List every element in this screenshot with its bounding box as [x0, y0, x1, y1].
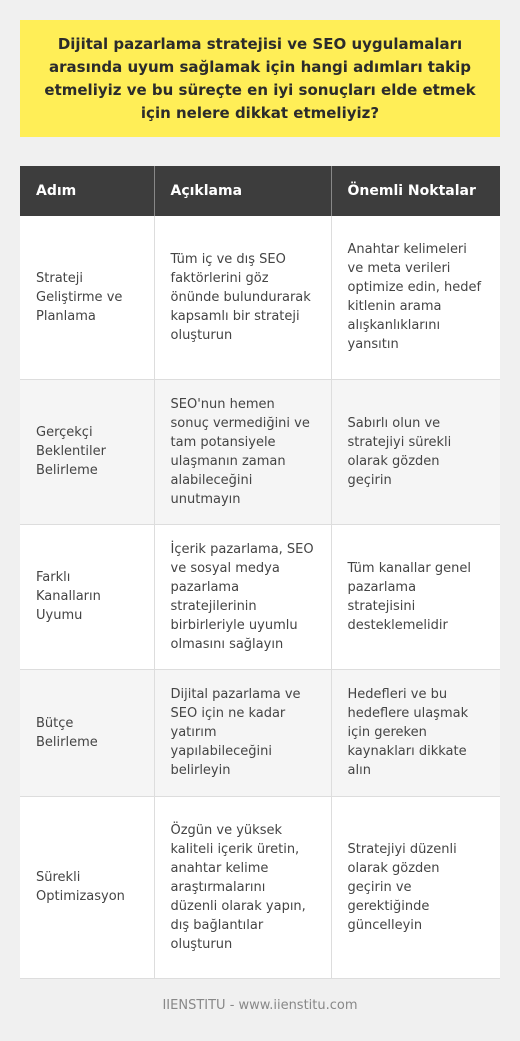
cell-notes: Sabırlı olun ve stratejiyi sürekli olarak gözden geçirin — [331, 379, 500, 524]
cell-step: Bütçe Belirleme — [20, 669, 154, 796]
title-banner — [20, 20, 500, 137]
cell-description: Özgün ve yüksek kaliteli içerik üretin, anahtar kelime araştırmalarını düzenli olarak yapın, dış bağlantılar oluşturun — [154, 796, 331, 978]
footer-credit: IIENSTITU - www.iienstitu.com — [162, 998, 358, 1013]
cell-notes: Hedefleri ve bu hedeflere ulaşmak için gereken kaynakları dikkate alın — [331, 669, 500, 796]
page-title: Dijital pazarlama stratejisi ve SEO uygulamaları arasında uyum sağlamak için hangi adımları takip etmeliyiz ve bu süreçte en iyi sonuçları elde etmek için nelere dikkat etmeliyiz? — [44, 34, 476, 122]
table-header-row — [20, 166, 500, 216]
header-step: Adım — [20, 166, 154, 216]
cell-description: Dijital pazarlama ve SEO için ne kadar yatırım yapılabileceğini belirleyin — [154, 669, 331, 796]
table-row — [20, 216, 500, 379]
steps-table — [20, 166, 500, 979]
header-description: Açıklama — [154, 166, 331, 216]
cell-step: Gerçekçi Beklentiler Belirleme — [20, 379, 154, 524]
cell-description: Tüm iç ve dış SEO faktörlerini göz önünde bulundurarak kapsamlı bir strateji oluşturun — [154, 216, 331, 379]
table-row — [20, 379, 500, 524]
header-notes: Önemli Noktalar — [331, 166, 500, 216]
table-row — [20, 796, 500, 978]
cell-description: İçerik pazarlama, SEO ve sosyal medya pazarlama stratejilerinin birbirleriyle uyumlu olmasını sağlayın — [154, 524, 331, 669]
cell-step: Sürekli Optimizasyon — [20, 796, 154, 978]
cell-notes: Stratejiyi düzenli olarak gözden geçirin ve gerektiğinde güncelleyin — [331, 796, 500, 978]
table-row — [20, 669, 500, 796]
cell-notes: Anahtar kelimeleri ve meta verileri optimize edin, hedef kitlenin arama alışkanlıklarını yansıtın — [331, 216, 500, 379]
steps-table-container — [20, 166, 500, 979]
table-row — [20, 524, 500, 669]
cell-description: SEO'nun hemen sonuç vermediğini ve tam potansiyele ulaşmanın zaman alabileceğini unutmayın — [154, 379, 331, 524]
cell-notes: Tüm kanallar genel pazarlama stratejisini desteklemelidir — [331, 524, 500, 669]
cell-step: Farklı Kanalların Uyumu — [20, 524, 154, 669]
cell-step: Strateji Geliştirme ve Planlama — [20, 216, 154, 379]
